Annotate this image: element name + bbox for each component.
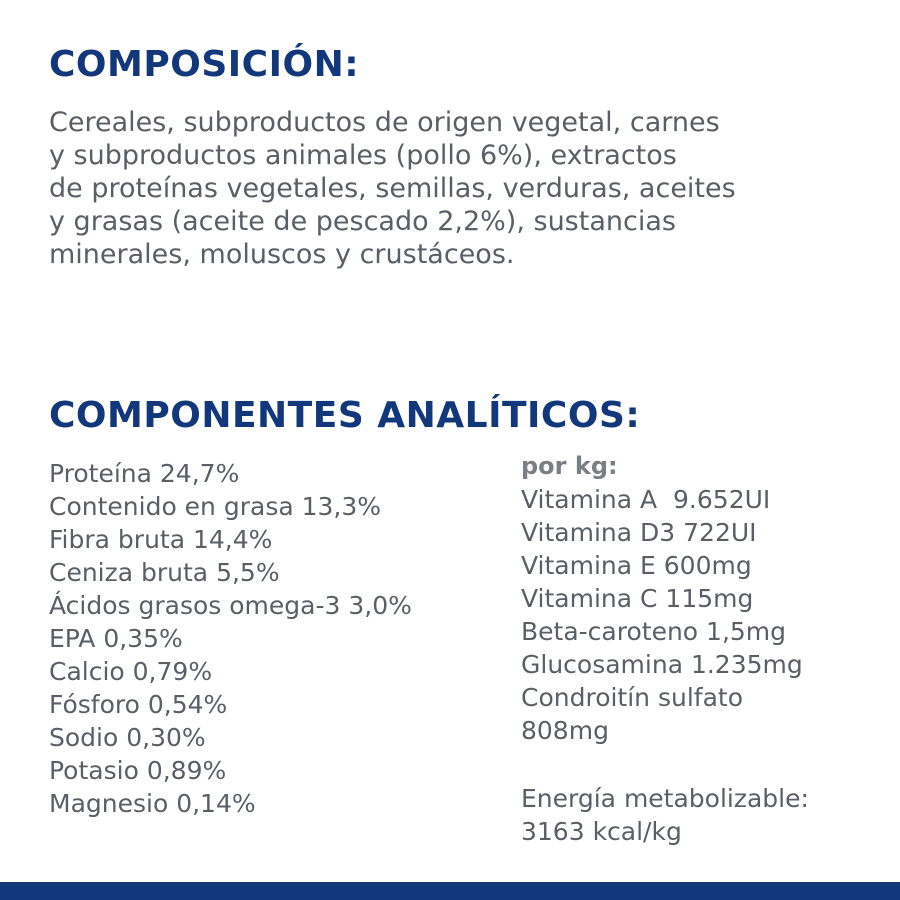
composition-line: de proteínas vegetales, semillas, verduras, aceites [49,173,736,204]
analytics-item: Contenido en grasa 13,3% [49,492,382,521]
analytics-item: Ceniza bruta 5,5% [49,558,280,587]
energy-block [521,782,809,848]
vitamins-block [521,450,803,747]
analytics-item: Sodio 0,30% [49,723,206,752]
composition-heading: COMPOSICIÓN: [49,44,360,85]
analytics-item: Fibra bruta 14,4% [49,525,273,554]
analytics-item: Proteína 24,7% [49,459,240,488]
composition-text [49,106,849,271]
analytics-item: Ácidos grasos omega-3 3,0% [49,591,412,620]
analytics-heading: COMPONENTES ANALÍTICOS: [49,395,641,436]
analytics-item: Calcio 0,79% [49,657,213,686]
analytics-item: EPA 0,35% [49,624,183,653]
vitamin-item: Condroitín sulfato [521,683,744,712]
composition-line: minerales, moluscos y crustáceos. [49,239,515,270]
composition-line: Cereales, subproductos de origen vegetal, carnes [49,107,720,138]
vitamin-item: Vitamina D3 722UI [521,518,757,547]
per-kg-label: por kg: [521,452,618,480]
energy-value: 3163 kcal/kg [521,817,682,846]
vitamin-item: Beta-caroteno 1,5mg [521,617,787,646]
footer-bar [0,882,900,900]
composition-line: y grasas (aceite de pescado 2,2%), sustancias [49,206,676,237]
vitamin-item: 808mg [521,716,609,745]
vitamin-item: Vitamina C 115mg [521,584,754,613]
energy-label: Energía metabolizable: [521,784,809,813]
analytics-item: Potasio 0,89% [49,756,227,785]
analytics-item: Magnesio 0,14% [49,789,256,818]
analytics-list [49,457,412,820]
composition-line: y subproductos animales (pollo 6%), extractos [49,140,677,171]
vitamins-list [521,483,803,747]
analytics-item: Fósforo 0,54% [49,690,228,719]
vitamin-item: Vitamina A 9.652UI [521,485,771,514]
vitamin-item: Glucosamina 1.235mg [521,650,803,679]
vitamin-item: Vitamina E 600mg [521,551,752,580]
